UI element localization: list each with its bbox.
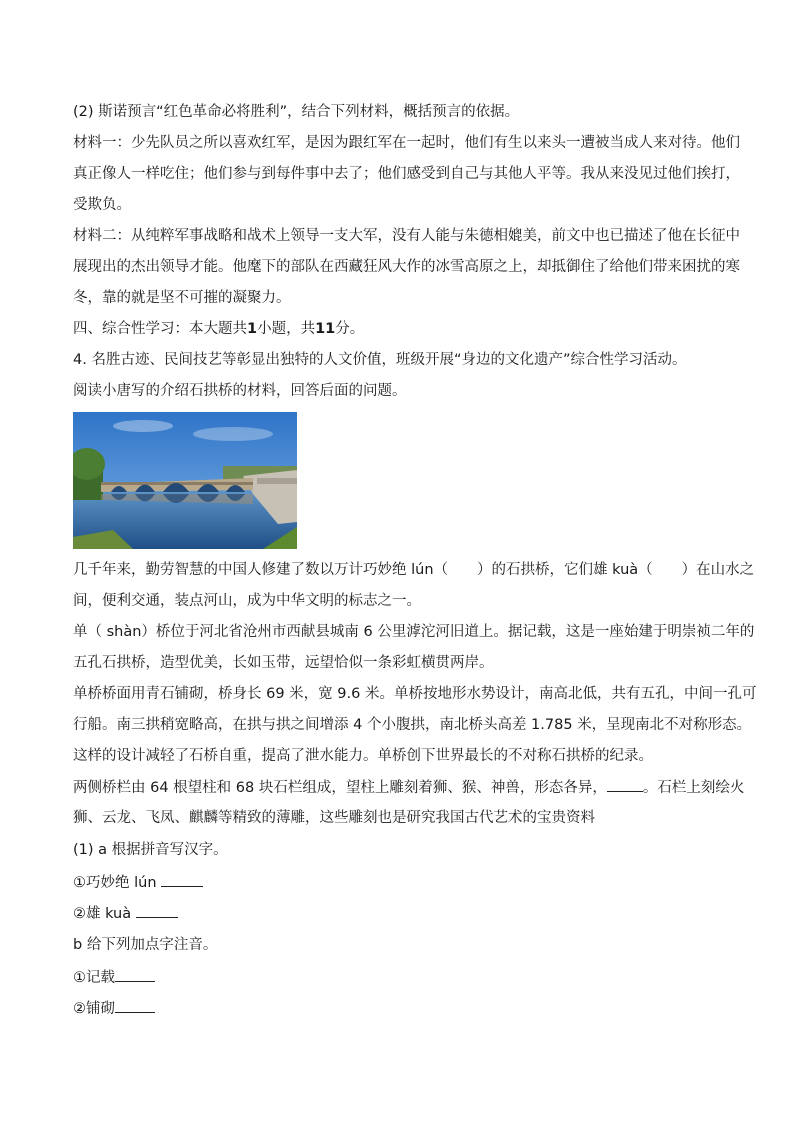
paragraph1-line: 几千年来，勤劳智慧的中国人修建了数以万计巧妙绝 lún（ ）的石拱桥，它们雄 kuà（ ）在山水之 [73, 562, 755, 578]
paragraph3-line: 行船。南三拱稍宽略高，在拱与拱之间增添 4 个小腹拱，南北桥头高差 1.785 米，呈现南北不对称形态。 [73, 717, 752, 733]
paragraph3-line: 这样的设计减轻了石桥自重，提高了泄水能力。单桥创下世界最长的不对称石拱桥的纪录。 [73, 748, 653, 764]
section4-score: 11 [315, 321, 336, 337]
material1-line: 材料一：少先队员之所以喜欢红军，是因为跟红军在一起时，他们有生以来头一遭被当成人来对待。他们 [73, 135, 740, 151]
paragraph1-line: 间，便利交通，装点河山，成为中华文明的标志之一。 [73, 593, 421, 609]
paragraph2-line: 单（ shàn）桥位于河北省沧州市西献县城南 6 公里滹沱河旧道上。据记载，这是一座始建于明崇祯二年的 [73, 624, 755, 640]
stone-arch-bridge-photo [73, 412, 297, 549]
section4-heading-prefix: 四、综合性学习：本大题共 [73, 321, 247, 337]
answer-blank[interactable] [115, 998, 155, 1013]
sub-question-item [73, 872, 203, 893]
sub-question-item [73, 903, 178, 924]
q3-sub2-prompt: (2) 斯诺预言“红色革命必将胜利”，结合下列材料，概括预言的依据。 [73, 104, 520, 120]
q4-read-instruction: 阅读小唐写的介绍石拱桥的材料，回答后面的问题。 [73, 383, 407, 399]
section4-question-count: 1 [247, 321, 258, 337]
material2-line: 展现出的杰出领导才能。他麾下的部队在西藏狂风大作的冰雪高原之上，却抵御住了给他们带来困扰的寒 [73, 259, 740, 275]
section4-heading-mid: 小题，共 [257, 321, 316, 337]
paragraph4-text: 。石栏上刻绘火 [642, 780, 745, 796]
sub-question-1b: b 给下列加点字注音。 [73, 937, 218, 953]
sub-question-item [73, 967, 155, 988]
answer-blank[interactable] [136, 903, 178, 918]
material1-line: 真正像人一样吃住；他们参与到每件事中去了；他们感受到自己与其他人平等。我从来没见过他们挨打， [73, 166, 740, 182]
sub-question-label: ①巧妙绝 lún [73, 875, 157, 891]
q4-intro: 4. 名胜古迹、民间技艺等彰显出独特的人文价值，班级开展“身边的文化遗产”综合性学习活动。 [73, 352, 687, 368]
answer-blank[interactable] [115, 967, 155, 982]
paragraph4-text: 两侧桥栏由 64 根望柱和 68 块石栏组成，望柱上雕刻着狮、猴、神兽，形态各异， [73, 780, 607, 796]
answer-blank[interactable] [161, 872, 203, 887]
section4-heading-suffix: 分。 [335, 321, 365, 337]
sub-question-label: ①记载 [73, 970, 115, 986]
material2-line: 冬，靠的就是坚不可摧的凝聚力。 [73, 290, 291, 306]
sub-question-item [73, 998, 155, 1019]
answer-blank[interactable] [607, 777, 643, 792]
paragraph3-line: 单桥桥面用青石铺砌，桥身长 69 米，宽 9.6 米。单桥按地形水势设计，南高北低，共有五孔，中间一孔可 [73, 686, 757, 702]
paragraph4-line: 狮、云龙、飞凤、麒麟等精致的薄雕，这些雕刻也是研究我国古代艺术的宝贵资料 [73, 810, 595, 826]
section4-heading [73, 319, 364, 339]
paragraph4-line [73, 777, 744, 798]
material1-line: 受欺负。 [73, 197, 131, 213]
sub-question-label: ②铺砌 [73, 1001, 115, 1017]
paragraph2-line: 五孔石拱桥，造型优美，长如玉带，远望恰似一条彩虹横贯两岸。 [73, 655, 494, 671]
sub-question-label: ②雄 kuà [73, 906, 132, 922]
material2-line: 材料二：从纯粹军事战略和战术上领导一支大军，没有人能与朱德相媲美，前文中也已描述了他在长征中 [73, 228, 740, 244]
sub-question-1a: (1) a 根据拼音写汉字。 [73, 842, 228, 858]
